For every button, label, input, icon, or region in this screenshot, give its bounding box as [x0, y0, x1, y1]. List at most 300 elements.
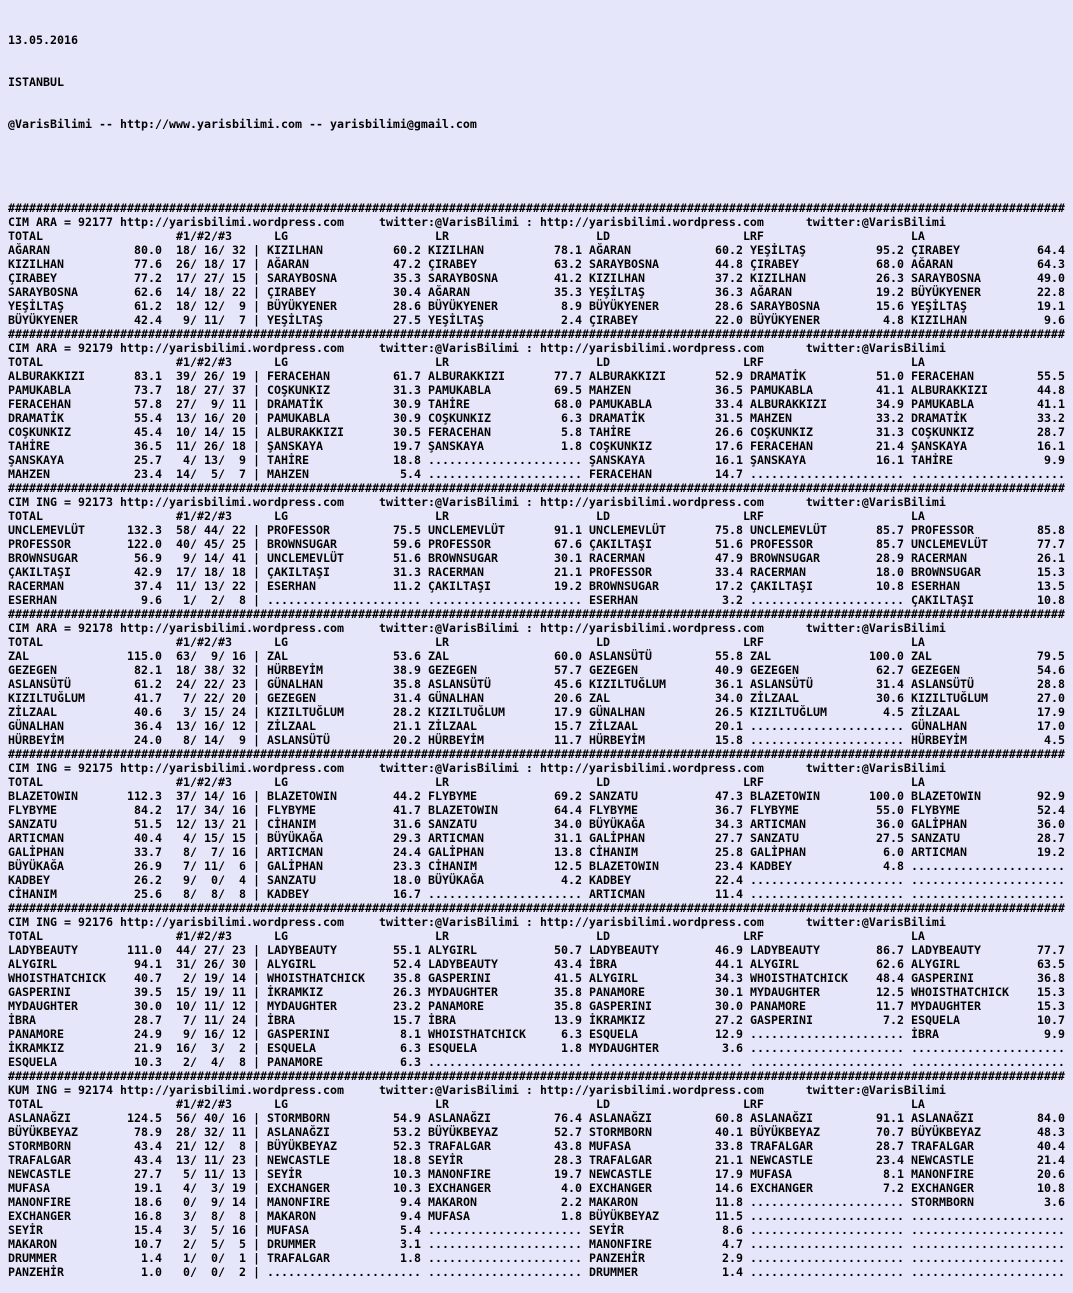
- horse-total: 26.2: [134, 873, 162, 887]
- empty-cell: ......................: [910, 1265, 1065, 1279]
- empty-cell: ......................: [428, 1237, 582, 1251]
- cell-value: 26.5: [715, 705, 743, 719]
- cell-horse-name: STORMBORN: [910, 1195, 974, 1209]
- cell-value: 44.2: [393, 789, 421, 803]
- cell-horse-name: SARAYBOSNA: [267, 271, 337, 285]
- cell-value: 55.8: [714, 649, 743, 663]
- cell-value: 3.6: [1043, 1195, 1065, 1209]
- cell-value: 41.5: [553, 971, 582, 985]
- horse-placings: 18/ 27/ 37: [176, 383, 246, 397]
- column-divider: |: [246, 271, 267, 285]
- cell-horse-name: ESERHAN: [267, 579, 316, 593]
- cell-horse-name: COŞKUNKIZ: [911, 425, 974, 439]
- cell-value: 33.2: [876, 411, 904, 425]
- horse-total: 112.3: [127, 789, 162, 803]
- cell-value: 34.0: [554, 817, 582, 831]
- horse-name: PANAMORE: [8, 1027, 64, 1041]
- cell-horse-name: HÜRBEYİM: [910, 733, 967, 747]
- horse-placings: 24/ 22/ 23: [176, 677, 246, 691]
- site-link[interactable]: http://yarisbilimi.wordpress.com: [119, 621, 344, 635]
- cell-horse-name: DRAMATİK: [589, 411, 645, 425]
- column-header-lr: LR: [434, 929, 449, 943]
- cell-value: 18.0: [876, 565, 904, 579]
- cell-value: 48.4: [875, 971, 904, 985]
- horse-row: [8, 985, 1065, 999]
- cell-value: 5.8: [561, 425, 582, 439]
- cell-value: 59.6: [393, 537, 421, 551]
- cell-value: 52.4: [1037, 803, 1065, 817]
- race-block: [8, 481, 1065, 607]
- cell-horse-name: ÇIRABEY: [428, 257, 477, 271]
- site-link[interactable]: http://yarisbilimi.wordpress.com: [119, 495, 344, 509]
- cell-value: 17.9: [715, 1167, 743, 1181]
- twitter-handle[interactable]: twitter:@VarisBilimi: [378, 621, 519, 635]
- horse-row: [8, 257, 1065, 271]
- cell-horse-name: GASPERINI: [910, 971, 974, 985]
- site-link[interactable]: http://yarisbilimi.wordpress.com: [539, 215, 764, 229]
- cell-value: 60.8: [715, 1111, 743, 1125]
- column-divider: |: [246, 985, 267, 999]
- site-link[interactable]: http://yarisbilimi.wordpress.com: [539, 915, 764, 929]
- column-header-lrf: LRF: [742, 509, 764, 523]
- cell-horse-name: KIZILHAN: [589, 271, 645, 285]
- cell-value: 11.2: [393, 579, 421, 593]
- column-divider: |: [246, 1237, 267, 1251]
- horse-row: [8, 243, 1065, 257]
- column-divider: |: [246, 369, 267, 383]
- report-city: ISTANBUL: [8, 75, 64, 89]
- column-header-lg: LG: [273, 509, 288, 523]
- cell-horse-name: ZAL: [266, 649, 288, 663]
- cell-horse-name: DRUMMER: [267, 1237, 316, 1251]
- horse-name: ŞANSKAYA: [8, 453, 64, 467]
- cell-horse-name: MAHZEN: [750, 411, 792, 425]
- race-title: CIM ING = 92176: [8, 915, 113, 929]
- cell-horse-name: ASLANAĞZI: [428, 1111, 491, 1125]
- cell-horse-name: SANZATU: [911, 831, 960, 845]
- horse-total: 61.2: [134, 299, 162, 313]
- cell-value: 53.6: [392, 649, 421, 663]
- cell-value: 3.6: [722, 1041, 743, 1055]
- horse-placings: 18/ 12/ 9: [176, 299, 246, 313]
- horse-total: 57.8: [134, 397, 162, 411]
- report-contact: @VarisBilimi -- http://www.yarisbilimi.com -- yarisbilimi@gmail.com: [8, 117, 477, 131]
- cell-horse-name: KIZILHAN: [428, 243, 484, 257]
- site-link[interactable]: http://yarisbilimi.wordpress.com: [119, 215, 344, 229]
- column-divider: |: [246, 803, 267, 817]
- cell-horse-name: MANONFIRE: [267, 1195, 330, 1209]
- cell-horse-name: BÜYÜKYENER: [911, 285, 981, 299]
- cell-horse-name: FLYBYME: [267, 803, 316, 817]
- cell-horse-name: NEWCASTLE: [750, 1153, 813, 1167]
- empty-cell: ......................: [428, 453, 582, 467]
- blank-line: [8, 159, 1065, 173]
- cell-horse-name: CİHANIM: [267, 817, 316, 831]
- column-header-total: TOTAL: [8, 1097, 43, 1111]
- column-header-lg: LG: [273, 775, 288, 789]
- cell-horse-name: KIZILHAN: [750, 271, 806, 285]
- cell-value: 4.2: [561, 873, 582, 887]
- horse-placings: 3/ 15/ 24: [176, 705, 246, 719]
- cell-horse-name: ZAL: [589, 691, 610, 705]
- horse-row: [8, 285, 1065, 299]
- cell-horse-name: GEZEGEN: [267, 691, 316, 705]
- twitter-handle[interactable]: twitter:@VarisBilimi: [805, 341, 946, 355]
- horse-name: ESQUELA: [8, 1055, 57, 1069]
- cell-value: 78.1: [554, 243, 582, 257]
- column-header-ld: LD: [595, 929, 610, 943]
- column-header-la: LA: [910, 509, 925, 523]
- site-link[interactable]: http://yarisbilimi.wordpress.com: [539, 341, 764, 355]
- horse-total: 40.6: [134, 705, 162, 719]
- twitter-handle[interactable]: twitter:@VarisBilimi: [805, 215, 946, 229]
- horse-name: KIZILHAN: [8, 257, 64, 271]
- column-header-placings: #1/#2/#3: [175, 775, 232, 789]
- cell-horse-name: BÜYÜKBEYAZ: [428, 1125, 498, 1139]
- cell-value: 7.2: [883, 1181, 904, 1195]
- horse-placings: 2/ 4/ 8: [176, 1055, 246, 1069]
- column-header-la: LA: [910, 229, 925, 243]
- cell-value: 47.9: [715, 551, 743, 565]
- column-divider: |: [246, 789, 267, 803]
- horse-total: 43.4: [134, 1153, 162, 1167]
- cell-horse-name: BROWNSUGAR: [589, 579, 659, 593]
- horse-name: PROFESSOR: [8, 537, 71, 551]
- empty-cell: ......................: [910, 1055, 1065, 1069]
- empty-cell: ......................: [750, 719, 904, 733]
- column-divider: |: [246, 1139, 267, 1153]
- twitter-handle[interactable]: twitter:@VarisBilimi: [805, 1083, 946, 1097]
- twitter-handle[interactable]: twitter:@VarisBilimi: [378, 495, 519, 509]
- cell-horse-name: ALBURAKKIZI: [589, 369, 666, 383]
- column-header-lr: LR: [434, 509, 449, 523]
- race-title-line: [8, 621, 1065, 635]
- horse-placings: 18/ 38/ 32: [176, 663, 246, 677]
- cell-horse-name: HÜRBEYİM: [428, 733, 484, 747]
- site-link[interactable]: http://yarisbilimi.wordpress.com: [539, 1083, 764, 1097]
- horse-row: [8, 649, 1065, 663]
- horse-row: [8, 831, 1065, 845]
- site-link[interactable]: http://yarisbilimi.wordpress.com: [539, 621, 764, 635]
- cell-value: 47.2: [393, 257, 421, 271]
- twitter-handle[interactable]: twitter:@VarisBilimi: [378, 761, 519, 775]
- cell-horse-name: ESQUELA: [588, 1027, 638, 1041]
- column-divider: |: [246, 1265, 267, 1279]
- horse-row: [8, 523, 1065, 537]
- horse-name: ZİLZAAL: [8, 705, 57, 719]
- horse-placings: 10/ 11/ 12: [176, 999, 246, 1013]
- cell-value: 28.7: [1037, 425, 1065, 439]
- horse-placings: 18/ 16/ 32: [176, 243, 246, 257]
- horse-row: [8, 1237, 1065, 1251]
- horse-placings: 12/ 13/ 21: [176, 817, 246, 831]
- column-header-ld: LD: [595, 635, 610, 649]
- cell-horse-name: AĞARAN: [911, 257, 953, 271]
- cell-value: 28.6: [393, 299, 421, 313]
- column-header-placings: #1/#2/#3: [175, 1097, 232, 1111]
- cell-horse-name: PROFESSOR: [750, 537, 813, 551]
- horse-row: [8, 313, 1065, 327]
- cell-horse-name: ÇIRABEY: [911, 243, 960, 257]
- race-title: KUM ING = 92174: [8, 1083, 113, 1097]
- cell-value: 44.8: [715, 257, 743, 271]
- column-divider: |: [246, 1111, 267, 1125]
- horse-total: 42.4: [134, 313, 162, 327]
- column-divider: |: [246, 1027, 267, 1041]
- horse-total: 30.0: [134, 999, 162, 1013]
- empty-cell: ......................: [911, 859, 1065, 873]
- cell-value: 4.0: [561, 1181, 582, 1195]
- race-title-line: [8, 215, 1065, 229]
- cell-value: 67.6: [554, 537, 582, 551]
- cell-horse-name: TRAFALGAR: [428, 1139, 491, 1153]
- cell-horse-name: BÜYÜKBEYAZ: [911, 1125, 981, 1139]
- cell-value: 84.0: [1037, 1111, 1065, 1125]
- horse-total: 111.0: [127, 943, 162, 957]
- cell-horse-name: PAMUKABLA: [911, 397, 974, 411]
- horse-row: [8, 663, 1065, 677]
- column-header-line: [8, 355, 1065, 369]
- cell-value: 27.5: [393, 313, 421, 327]
- cell-horse-name: ALBURAKKIZI: [428, 369, 505, 383]
- horse-row: [8, 803, 1065, 817]
- cell-value: 8.1: [883, 1167, 904, 1181]
- cell-horse-name: MAKARON: [428, 1195, 477, 1209]
- horse-row: [8, 1013, 1065, 1027]
- horse-name: SARAYBOSNA: [8, 285, 78, 299]
- title-separator: :: [518, 621, 540, 635]
- column-divider: |: [246, 1251, 267, 1265]
- horse-row: [8, 425, 1065, 439]
- cell-value: 77.7: [554, 369, 582, 383]
- cell-value: 11.7: [554, 733, 582, 747]
- cell-value: 35.8: [392, 971, 421, 985]
- horse-name: PAMUKABLA: [8, 383, 71, 397]
- column-header-placings: #1/#2/#3: [175, 229, 232, 243]
- site-link[interactable]: http://yarisbilimi.wordpress.com: [119, 1083, 344, 1097]
- cell-value: 30.5: [393, 425, 421, 439]
- cell-horse-name: NEWCASTLE: [589, 1167, 652, 1181]
- horse-row: [8, 1139, 1065, 1153]
- cell-horse-name: ALYGIRL: [588, 971, 638, 985]
- cell-value: 10.8: [1036, 593, 1065, 607]
- cell-value: 3.1: [400, 1237, 421, 1251]
- cell-horse-name: AĞARAN: [589, 243, 631, 257]
- cell-horse-name: GALİPHAN: [428, 845, 484, 859]
- empty-cell: ......................: [749, 1251, 904, 1265]
- cell-horse-name: ALBURAKKIZI: [750, 397, 827, 411]
- cell-value: 19.7: [554, 1167, 582, 1181]
- cell-horse-name: GALİPHAN: [589, 831, 645, 845]
- horse-placings: 3/ 8/ 8: [176, 1209, 246, 1223]
- cell-value: 51.6: [715, 537, 743, 551]
- cell-value: 21.4: [876, 439, 904, 453]
- cell-value: 55.1: [393, 943, 421, 957]
- horse-row: [8, 943, 1065, 957]
- cell-value: 68.0: [876, 257, 904, 271]
- twitter-handle[interactable]: twitter:@VarisBilimi: [805, 915, 946, 929]
- cell-value: 52.9: [715, 369, 743, 383]
- cell-value: 15.6: [876, 299, 904, 313]
- empty-cell: ......................: [910, 1209, 1065, 1223]
- horse-total: 25.6: [134, 887, 162, 901]
- horse-placings: 11/ 13/ 22: [176, 579, 246, 593]
- cell-value: 28.3: [554, 1153, 582, 1167]
- empty-cell: ......................: [750, 733, 904, 747]
- cell-value: 44.8: [1037, 383, 1065, 397]
- cell-value: 91.1: [554, 523, 582, 537]
- cell-value: 31.4: [876, 677, 904, 691]
- cell-value: 12.5: [554, 859, 582, 873]
- cell-horse-name: ALYGIRL: [749, 957, 799, 971]
- cell-horse-name: ŞANSKAYA: [588, 453, 645, 467]
- column-header-lrf: LRF: [742, 355, 764, 369]
- cell-value: 1.8: [400, 1251, 421, 1265]
- horse-total: 9.6: [141, 593, 162, 607]
- column-header-line: [8, 929, 1065, 943]
- horse-name: GASPERINI: [8, 985, 71, 999]
- cell-value: 9.4: [400, 1195, 421, 1209]
- twitter-handle[interactable]: twitter:@VarisBilimi: [378, 1083, 519, 1097]
- horse-placings: 0/ 9/ 14: [176, 1195, 246, 1209]
- empty-cell: ......................: [749, 1237, 904, 1251]
- cell-horse-name: ZİLZAAL: [589, 719, 638, 733]
- race-block: [8, 201, 1065, 327]
- horse-row: [8, 565, 1065, 579]
- cell-value: 5.4: [400, 467, 421, 481]
- cell-value: 18.8: [393, 453, 421, 467]
- cell-horse-name: ESQUELA: [267, 1041, 316, 1055]
- cell-horse-name: ASLANSÜTÜ: [428, 677, 491, 691]
- cell-horse-name: İBRA: [266, 1013, 295, 1027]
- horse-total: 25.7: [134, 453, 162, 467]
- cell-horse-name: SARAYBOSNA: [750, 299, 820, 313]
- horse-total: 19.1: [134, 1181, 162, 1195]
- horse-row: [8, 271, 1065, 285]
- twitter-handle[interactable]: twitter:@VarisBilimi: [805, 495, 946, 509]
- cell-value: 31.3: [393, 565, 421, 579]
- horse-name: FLYBYME: [8, 803, 57, 817]
- cell-horse-name: KIZILTUĞLUM: [910, 691, 988, 705]
- horse-row: [8, 579, 1065, 593]
- site-link[interactable]: http://yarisbilimi.wordpress.com: [119, 341, 344, 355]
- horse-row: [8, 789, 1065, 803]
- horse-placings: 4/ 3/ 19: [176, 1181, 246, 1195]
- horse-name: ÇIRABEY: [8, 271, 57, 285]
- horse-placings: 14/ 18/ 22: [176, 285, 246, 299]
- cell-horse-name: DRAMATİK: [267, 397, 323, 411]
- cell-horse-name: BLAZETOWIN: [267, 789, 337, 803]
- horse-name: ARTICMAN: [8, 831, 64, 845]
- cell-horse-name: ESERHAN: [588, 593, 638, 607]
- column-divider: |: [246, 817, 267, 831]
- twitter-handle[interactable]: twitter:@VarisBilimi: [378, 215, 519, 229]
- cell-horse-name: ASLANSÜTÜ: [267, 733, 330, 747]
- horse-name: HÜRBEYİM: [8, 733, 64, 747]
- cell-horse-name: MAKARON: [589, 1195, 638, 1209]
- horse-placings: 9/ 16/ 12: [176, 1027, 246, 1041]
- cell-value: 16.1: [714, 453, 743, 467]
- race-list: [8, 201, 1065, 1279]
- cell-horse-name: ASLANAĞZI: [750, 1111, 813, 1125]
- cell-value: 21.1: [554, 565, 582, 579]
- cell-horse-name: BÜYÜKYENER: [428, 299, 498, 313]
- cell-horse-name: ZAL: [749, 649, 771, 663]
- cell-value: 28.2: [393, 705, 421, 719]
- column-divider: |: [246, 1167, 267, 1181]
- horse-total: 1.4: [141, 1251, 162, 1265]
- cell-horse-name: YEŞİLTAŞ: [911, 299, 967, 313]
- title-separator: :: [518, 495, 540, 509]
- column-header-lrf: LRF: [742, 929, 764, 943]
- twitter-handle[interactable]: twitter:@VarisBilimi: [378, 341, 519, 355]
- cell-value: 62.7: [876, 663, 904, 677]
- column-header-la: LA: [910, 635, 925, 649]
- column-header-lg: LG: [273, 635, 288, 649]
- twitter-handle[interactable]: twitter:@VarisBilimi: [805, 621, 946, 635]
- cell-horse-name: FLYBYME: [911, 803, 960, 817]
- horse-row: [8, 1209, 1065, 1223]
- title-separator: :: [518, 215, 540, 229]
- twitter-handle[interactable]: twitter:@VarisBilimi: [805, 761, 946, 775]
- site-link[interactable]: http://yarisbilimi.wordpress.com: [539, 761, 764, 775]
- horse-row: [8, 1265, 1065, 1279]
- cell-value: 37.2: [715, 271, 743, 285]
- horse-row: [8, 845, 1065, 859]
- horse-name: EXCHANGER: [8, 1209, 71, 1223]
- site-link[interactable]: http://yarisbilimi.wordpress.com: [119, 915, 344, 929]
- cell-value: 7.2: [882, 1013, 904, 1027]
- column-header-lr: LR: [434, 229, 449, 243]
- cell-horse-name: ÇIRABEY: [589, 313, 638, 327]
- cell-value: 17.6: [715, 439, 743, 453]
- horse-name: DRUMMER: [8, 1251, 57, 1265]
- race-title: CIM ARA = 92179: [8, 341, 113, 355]
- horse-name: GALİPHAN: [8, 845, 64, 859]
- column-divider: |: [246, 999, 267, 1013]
- cell-horse-name: ASLANSÜTÜ: [911, 677, 974, 691]
- site-link[interactable]: http://yarisbilimi.wordpress.com: [119, 761, 344, 775]
- race-title: CIM ARA = 92178: [8, 621, 113, 635]
- cell-value: 6.0: [883, 845, 904, 859]
- column-divider: |: [246, 943, 267, 957]
- cell-horse-name: BLAZETOWIN: [589, 859, 659, 873]
- cell-horse-name: BÜYÜKBEYAZ: [589, 1209, 659, 1223]
- column-divider: |: [246, 1209, 267, 1223]
- column-header-lg: LG: [273, 229, 288, 243]
- cell-value: 51.6: [393, 551, 421, 565]
- horse-placings: 44/ 27/ 23: [176, 943, 246, 957]
- cell-value: 4.8: [883, 313, 904, 327]
- cell-horse-name: GÜNALHAN: [910, 719, 967, 733]
- column-header-la: LA: [910, 1097, 925, 1111]
- cell-horse-name: MAHZEN: [589, 383, 631, 397]
- column-header-lr: LR: [434, 635, 449, 649]
- cell-horse-name: MUFASA: [267, 1223, 309, 1237]
- cell-horse-name: PANAMORE: [267, 1055, 323, 1069]
- horse-name: COŞKUNKIZ: [8, 425, 71, 439]
- horse-name: ESERHAN: [8, 593, 57, 607]
- twitter-handle[interactable]: twitter:@VarisBilimi: [378, 915, 519, 929]
- cell-horse-name: ZİLZAAL: [428, 719, 477, 733]
- empty-cell: ......................: [750, 1195, 904, 1209]
- cell-horse-name: ARTICMAN: [588, 887, 645, 901]
- horse-placings: 56/ 40/ 16: [176, 1111, 246, 1125]
- column-header-total: TOTAL: [8, 929, 43, 943]
- column-header-lrf: LRF: [742, 229, 764, 243]
- cell-horse-name: ASLANSÜTÜ: [750, 677, 813, 691]
- site-link[interactable]: http://yarisbilimi.wordpress.com: [539, 495, 764, 509]
